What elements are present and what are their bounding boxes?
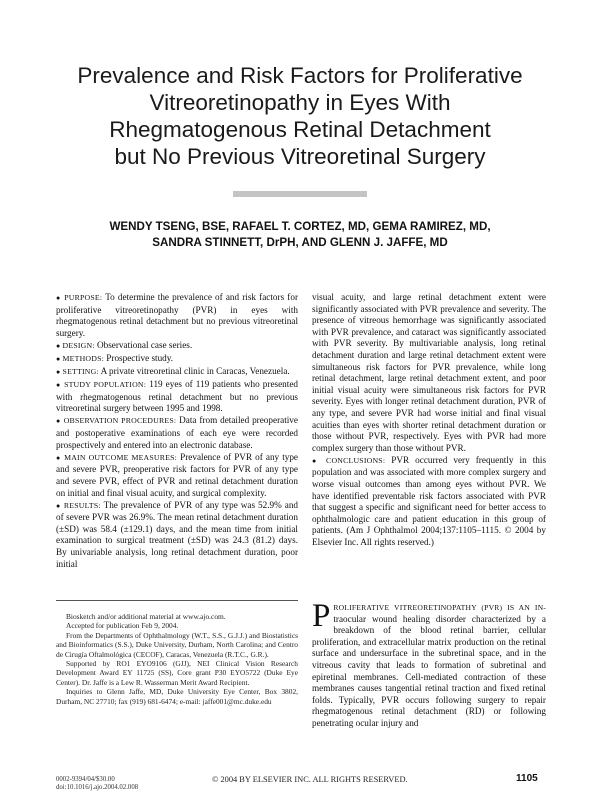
title-line-3: Rhegmatogenous Retinal Detachment — [109, 117, 491, 142]
results-label: RESULTS: — [63, 500, 101, 510]
purpose-label: PURPOSE: — [64, 293, 103, 302]
abstract-results-continued: visual acuity, and large retinal detachment extent were significantly associated with PVR prevalence and severity. The presence of vitreous hemorrhage was significantly associated with PVR prevalence, and cataract was significantly associated with PVR severity. By multivariable analysis, long retinal detachment duration and large retinal detachment extent were simultaneous risk factors for PVR prevalence, while long retinal detachment, large retinal detachment extent, and poor initial visual acuity were simultaneous risk factors for PVR severity. Eyes with longer retinal detachment duration, PVR of any type, and severe PVR had worse initial and final visual acuities than eyes with shorter retinal detachment duration or those without PVR, respectively. Eyes with PVR had more complex surgery than those without PVR. — [312, 292, 546, 453]
abstract-purpose — [56, 292, 298, 339]
design-text: Observational case series. — [96, 339, 193, 350]
footer-identifiers — [56, 776, 138, 793]
footnote-affiliations: From the Departments of Ophthalmology (W.T., S.S., G.J.J.) and Biostatistics and Bioinformatics (S.S.), Duke University, Durham, North Carolina; and Centro de Cirugía Oftalmológica (CECOF), Caracas, Venezuela (R.T.C., G.R.). — [56, 630, 298, 659]
title-line-1: Prevalence and Risk Factors for Proliferative — [77, 63, 523, 88]
purpose-text: To determine the prevalence of and risk factors for proliferative vitreoretinopathy (PVR) in eyes with rhegmatogenous retinal detachment but no previous vitreoretinal surgery. — [56, 292, 299, 338]
design-label: DESIGN: — [62, 340, 95, 350]
authors-line-1: WENDY TSENG, BSE, RAFAEL T. CORTEZ, MD, GEMA RAMIREZ, MD, — [109, 220, 491, 233]
article-title — [30, 62, 570, 170]
footnote-funding: Supported by RO1 EYO9106 (GJJ), NEI Clinical Vision Research Development Award EY 11725 (SS), Core grant P30 EYO5722 (Duke Eye Center). Dr. Jaffe is a Lew R. Wasserman Merit Award Recipient. — [56, 659, 298, 687]
setting-label: SETTING: — [62, 367, 99, 377]
bullet-icon: ● — [56, 341, 61, 350]
abstract-left-column — [56, 292, 298, 571]
footnotes — [56, 612, 298, 706]
title-divider — [233, 191, 367, 197]
measures-text: Prevalence of PVR of any type and severe PVR, preoperative risk factors for PVR of any type and severe PVR, effect of PVR and retinal detachment duration on initial and final visual acuity, and surgical complexity. — [56, 451, 299, 498]
abstract-setting — [56, 366, 298, 379]
results-text: The prevalence of PVR of any type was 52.9% and of severe PVR was 26.9%. The mean retinal detachment duration (±SD) was 58.4 (±129.1) days, and the mean time from initial examination to surgical treatment (±SD) was 24.3 (81.2) days. By univariable analysis, long retinal detachment duration, poor initial — [56, 499, 299, 569]
population-label: STUDY POPULATION: — [64, 380, 147, 390]
bullet-icon: ● — [56, 501, 61, 510]
footer-copyright: © 2004 BY ELSEVIER INC. ALL RIGHTS RESERVED. — [212, 775, 408, 784]
bullet-icon: ● — [56, 417, 61, 426]
bullet-icon: ● — [56, 381, 61, 390]
abstract-procedures — [56, 415, 298, 451]
footer-doi: doi:10.1016/j.ajo.2004.02.008 — [56, 784, 139, 792]
footnote-accepted: Accepted for publication Feb 9, 2004. — [66, 621, 179, 631]
procedures-label: OBSERVATION PROCEDURES: — [63, 416, 177, 426]
bullet-icon: ● — [312, 456, 320, 465]
methods-label: METHODS: — [62, 353, 104, 363]
abstract-design — [56, 340, 298, 353]
footnote-inquiries: Inquiries to Glenn Jaffe, MD, Duke University Eye Center, Box 3802, Durham, NC 27710; fax (919) 681-6474; e-mail: jaffe001@mc.duke.edu — [56, 687, 298, 706]
title-line-4: but No Previous Vitreoretinal Surgery — [114, 144, 486, 169]
journal-citation: (Am J Ophthalmol 2004;137:1105–1115. © 2004 by Elsevier Inc. All rights reserved.) — [312, 525, 546, 547]
population-text: 119 eyes of 119 patients who presented with rhegmatogenous retinal detachment but no previous vitreoretinal surgery between 1995 and 1998. — [56, 379, 298, 414]
body-paragraph: traocular wound healing disorder characterized by a breakdown of the blood retinal barrier, cellular proliferation, and extracellular matrix production on the retinal surface and undersurface in the subretinal space, and in the vitreous cavity that leads to formation of subretinal and epiretinal membranes. Cell-mediated contraction of these membranes causes tangential retinal traction and fixed retinal folds. Typically, PVR occurs following surgery to repair rhegmatogenous retinal detachment (RD) or following penetrating ocular injury and — [312, 613, 546, 728]
bullet-icon: ● — [56, 453, 61, 462]
footer-issn: 0002-9394/04/$30.00 — [56, 776, 115, 783]
conclusions-text: PVR occurred very frequently in this population and was associated with more complex surgery and worse visual outcomes than among eyes without PVR. We have identified preventable risk factors associated with PVR that suggest a specific and significant need for better access to ophthalmologic care and patient education in this group of patients. — [312, 454, 547, 536]
page-number: 1105 — [516, 773, 538, 784]
title-line-2: Vitreoretinopathy in Eyes With — [149, 90, 451, 115]
abstract-results — [56, 500, 298, 571]
footnote-biosketch: Biosketch and/or additional material at www.ajo.com. — [66, 612, 226, 621]
measures-label: MAIN OUTCOME MEASURES: — [64, 452, 178, 462]
drop-cap: P — [312, 598, 331, 634]
footnote-divider — [56, 600, 298, 601]
abstract-conclusions — [312, 455, 546, 549]
bullet-icon: ● — [56, 294, 62, 302]
methods-text: Prospective study. — [106, 352, 174, 363]
bullet-icon: ● — [56, 354, 61, 363]
bullet-icon: ● — [56, 368, 61, 377]
body-lead-in: ROLIFERATIVE VITREORETINOPATHY (PVR) IS AN IN- — [333, 603, 546, 612]
abstract-methods — [56, 353, 298, 366]
abstract-right-column — [312, 292, 546, 549]
procedures-text: Data from detailed preoperative and postoperative examinations of each eye were recorded prospectively and entered into an electronic database. — [56, 415, 298, 450]
abstract-measures — [56, 452, 298, 499]
setting-text: A private vitreoretinal clinic in Caracas, Venezuela. — [100, 366, 290, 377]
author-list — [30, 219, 570, 250]
body-text — [312, 598, 546, 730]
authors-line-2: SANDRA STINNETT, DrPH, AND GLENN J. JAFFE, MD — [152, 235, 448, 249]
conclusions-label: CONCLUSIONS: — [326, 455, 386, 465]
abstract-population — [56, 379, 298, 415]
